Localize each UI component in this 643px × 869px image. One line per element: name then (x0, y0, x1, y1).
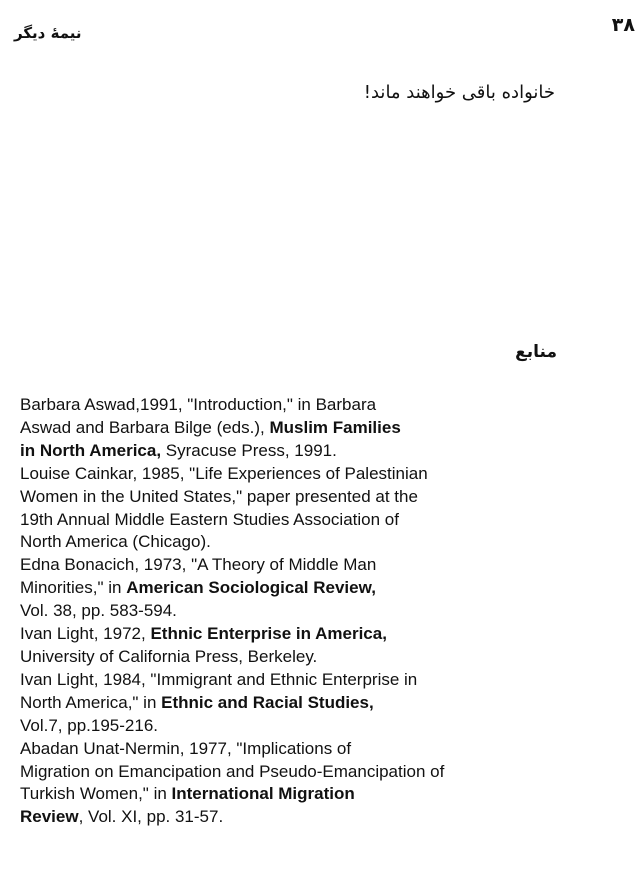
reference-text: University of California Press, Berkeley. (20, 646, 318, 666)
reference-bold-title: International Migration (171, 784, 355, 804)
reference-line (20, 761, 580, 784)
reference-text: Ivan Light, 1972, (20, 624, 151, 644)
reference-text: Turkish Women," in (20, 784, 172, 804)
reference-text: Minorities," in (20, 578, 127, 598)
reference-line (20, 623, 580, 646)
reference-text: Migration on Emancipation and Pseudo-Emancipation of (20, 761, 445, 781)
reference-line (20, 715, 580, 738)
reference-text: 19th Annual Middle Eastern Studies Association of (20, 509, 399, 529)
reference-entry (20, 623, 580, 669)
reference-line (20, 692, 580, 715)
reference-line (20, 806, 580, 829)
reference-bold-title: Ethnic and Racial Studies, (161, 692, 374, 712)
reference-line (20, 486, 580, 509)
reference-text: Ivan Light, 1984, "Immigrant and Ethnic Enterprise in (20, 669, 418, 689)
reference-bold-title: in North America, (20, 440, 162, 460)
closing-line: خانواده باقی خواهند ماند! (363, 82, 555, 103)
reference-entry (20, 463, 580, 555)
running-head: نیمهٔ دیگر (14, 24, 82, 42)
reference-bold-title: Review (20, 807, 79, 827)
reference-text: Syracuse Press, 1991. (161, 440, 337, 460)
reference-line (20, 738, 580, 761)
page-number: ۳۸ (611, 14, 635, 36)
reference-line (20, 463, 580, 486)
reference-entry (20, 554, 580, 623)
reference-text: Barbara Aswad,1991, "Introduction," in Barbara (20, 395, 377, 414)
reference-line (20, 600, 580, 623)
reference-text: Women in the United States," paper presented at the (20, 486, 418, 506)
reference-line (20, 554, 580, 577)
reference-bold-title: Muslim Families (269, 417, 401, 437)
reference-entry (20, 738, 580, 830)
reference-text: Abadan Unat-Nermin, 1977, "Implications of (20, 738, 352, 758)
reference-text: Aswad and Barbara Bilge (eds.), (20, 417, 270, 437)
reference-entry (20, 394, 580, 463)
reference-bold-title: American Sociological Review, (126, 578, 376, 598)
reference-entry (20, 669, 580, 738)
reference-line (20, 394, 580, 417)
references-list (20, 394, 580, 829)
reference-text: North America (Chicago). (20, 532, 211, 552)
reference-line (20, 669, 580, 692)
reference-bold-title: Ethnic Enterprise in America, (150, 624, 387, 644)
reference-text: North America," in (20, 692, 162, 712)
references-heading: منابع (515, 342, 557, 362)
reference-line (20, 783, 580, 806)
reference-text: Louise Cainkar, 1985, "Life Experiences of Palestinian (20, 463, 428, 483)
reference-line (20, 577, 580, 600)
reference-text: , Vol. XI, pp. 31-57. (78, 807, 224, 827)
reference-line (20, 440, 580, 463)
reference-line (20, 417, 580, 440)
reference-text: Vol.7, pp.195-216. (20, 715, 159, 735)
reference-text: Vol. 38, pp. 583-594. (20, 601, 177, 621)
reference-text: Edna Bonacich, 1973, "A Theory of Middle Man (20, 555, 377, 575)
reference-line (20, 509, 580, 532)
reference-line (20, 531, 580, 554)
reference-line (20, 646, 580, 669)
